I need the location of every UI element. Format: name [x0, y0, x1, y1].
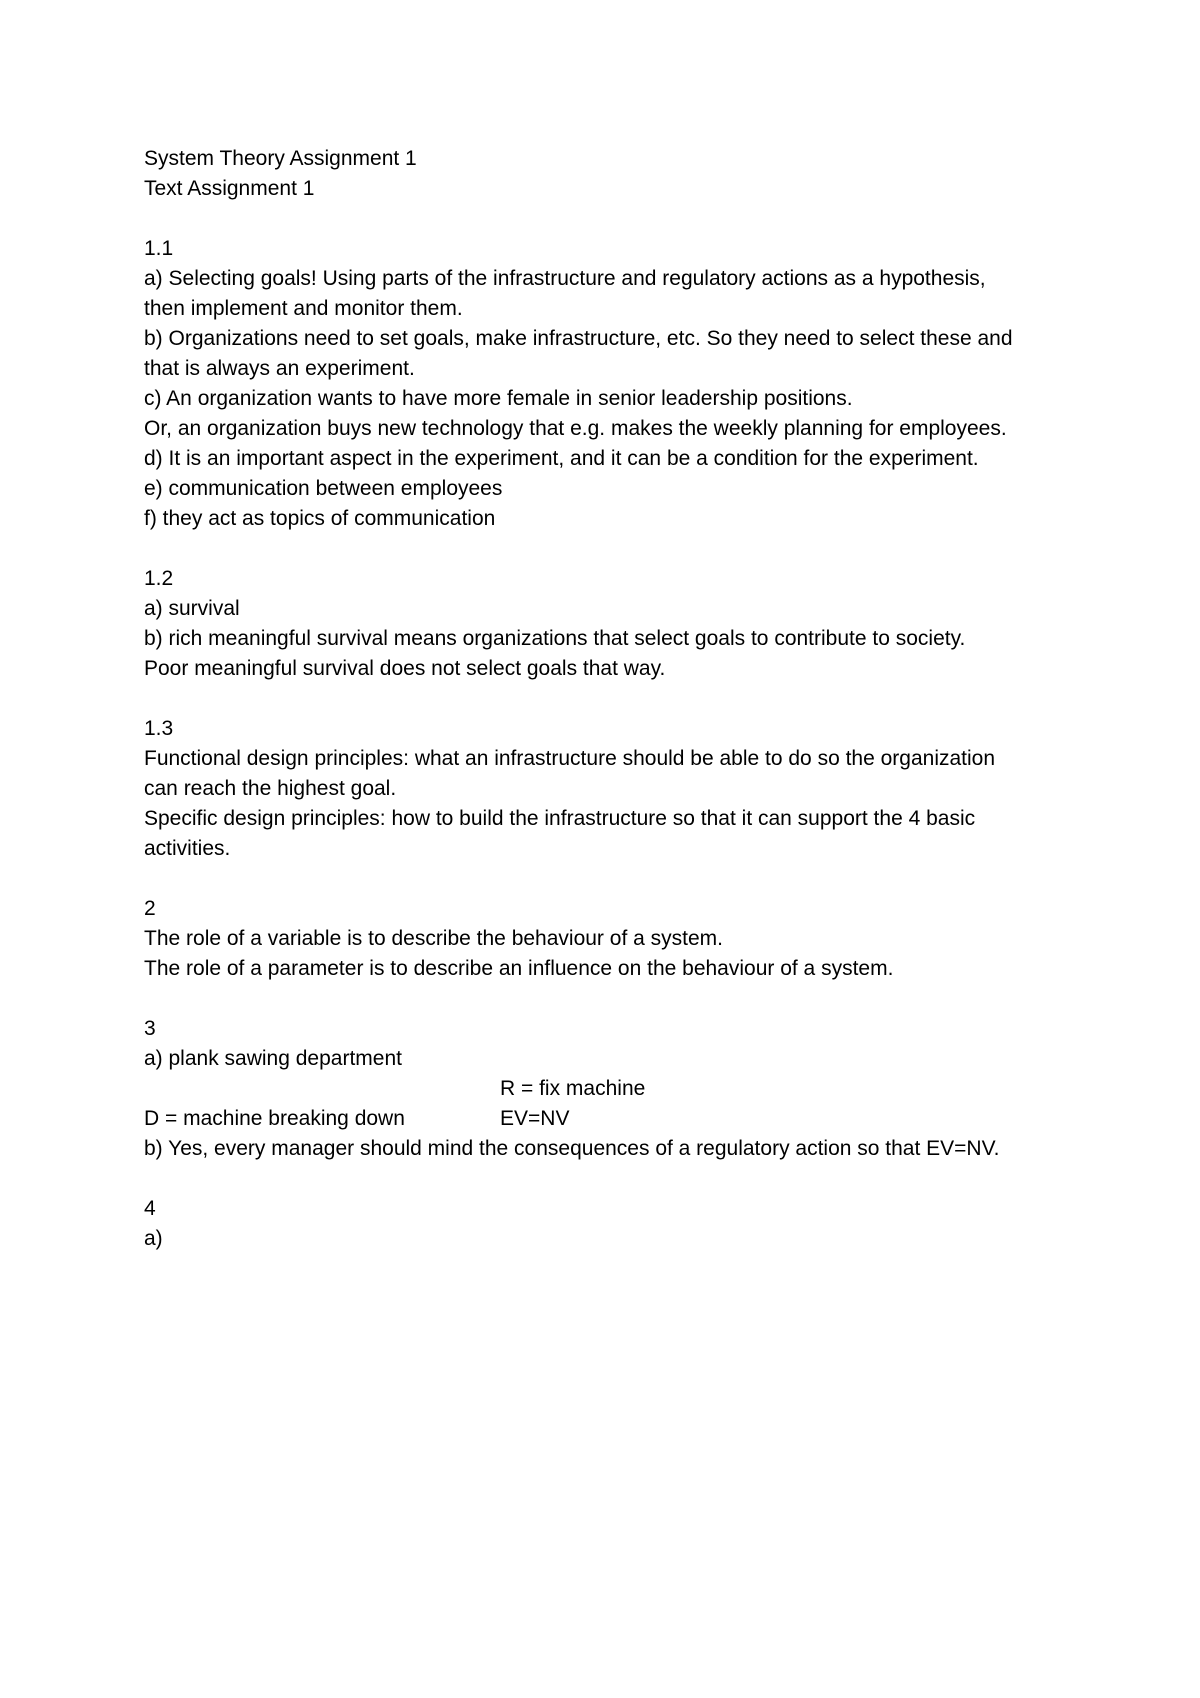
spacer	[144, 984, 1074, 1014]
spacer	[144, 204, 1074, 234]
spacer	[144, 534, 1074, 564]
answer-line: then implement and monitor them.	[144, 297, 463, 320]
answer-line: d) It is an important aspect in the experiment, and it can be a condition for the experiment.	[144, 447, 979, 470]
answer-line: a) survival	[144, 597, 240, 620]
document-body	[144, 144, 1074, 1254]
answer-line: The role of a parameter is to describe an influence on the behaviour of a system.	[144, 957, 894, 980]
disturbance-row	[144, 1104, 1074, 1134]
section-1-3	[144, 714, 1074, 864]
answer-line: a) Selecting goals! Using parts of the infrastructure and regulatory actions as a hypothesis,	[144, 267, 986, 290]
regulation-row	[144, 1074, 1074, 1104]
section-3	[144, 1014, 1074, 1164]
answer-line: can reach the highest goal.	[144, 777, 397, 800]
spacer	[144, 1164, 1074, 1194]
answer-line: b) Organizations need to set goals, make infrastructure, etc. So they need to select these and	[144, 327, 1013, 350]
ev-nv-text: EV=NV	[500, 1107, 570, 1130]
answer-line: c) An organization wants to have more female in senior leadership positions.	[144, 387, 853, 410]
answer-line: b) Yes, every manager should mind the consequences of a regulatory action so that EV=NV.	[144, 1137, 1000, 1160]
answer-line: e) communication between employees	[144, 477, 503, 500]
section-4	[144, 1194, 1074, 1254]
section-heading: 3	[144, 1017, 156, 1040]
answer-line: The role of a variable is to describe the behaviour of a system.	[144, 927, 723, 950]
section-heading: 1.2	[144, 567, 174, 590]
document-subtitle: Text Assignment 1	[144, 177, 315, 200]
section-heading: 1.3	[144, 717, 174, 740]
section-1-2	[144, 564, 1074, 684]
answer-line: that is always an experiment.	[144, 357, 415, 380]
spacer	[144, 864, 1074, 894]
answer-line: f) they act as topics of communication	[144, 507, 496, 530]
answer-line: activities.	[144, 837, 231, 860]
section-heading: 4	[144, 1197, 156, 1220]
answer-line: Or, an organization buys new technology that e.g. makes the weekly planning for employees.	[144, 417, 1007, 440]
section-1-1	[144, 234, 1074, 534]
answer-line: b) rich meaningful survival means organizations that select goals to contribute to society.	[144, 627, 966, 650]
answer-line: a)	[144, 1227, 163, 1250]
section-2	[144, 894, 1074, 984]
regulatory-action-text: R = fix machine	[500, 1077, 646, 1100]
disturbance-text: D = machine breaking down	[144, 1107, 405, 1130]
document-title: System Theory Assignment 1	[144, 147, 417, 170]
answer-line: Functional design principles: what an infrastructure should be able to do so the organization	[144, 747, 996, 770]
spacer	[144, 684, 1074, 714]
answer-line: Specific design principles: how to build the infrastructure so that it can support the 4 basic	[144, 807, 976, 830]
answer-line: Poor meaningful survival does not select goals that way.	[144, 657, 666, 680]
section-heading: 2	[144, 897, 156, 920]
section-heading: 1.1	[144, 237, 174, 260]
answer-line: a) plank sawing department	[144, 1047, 402, 1070]
